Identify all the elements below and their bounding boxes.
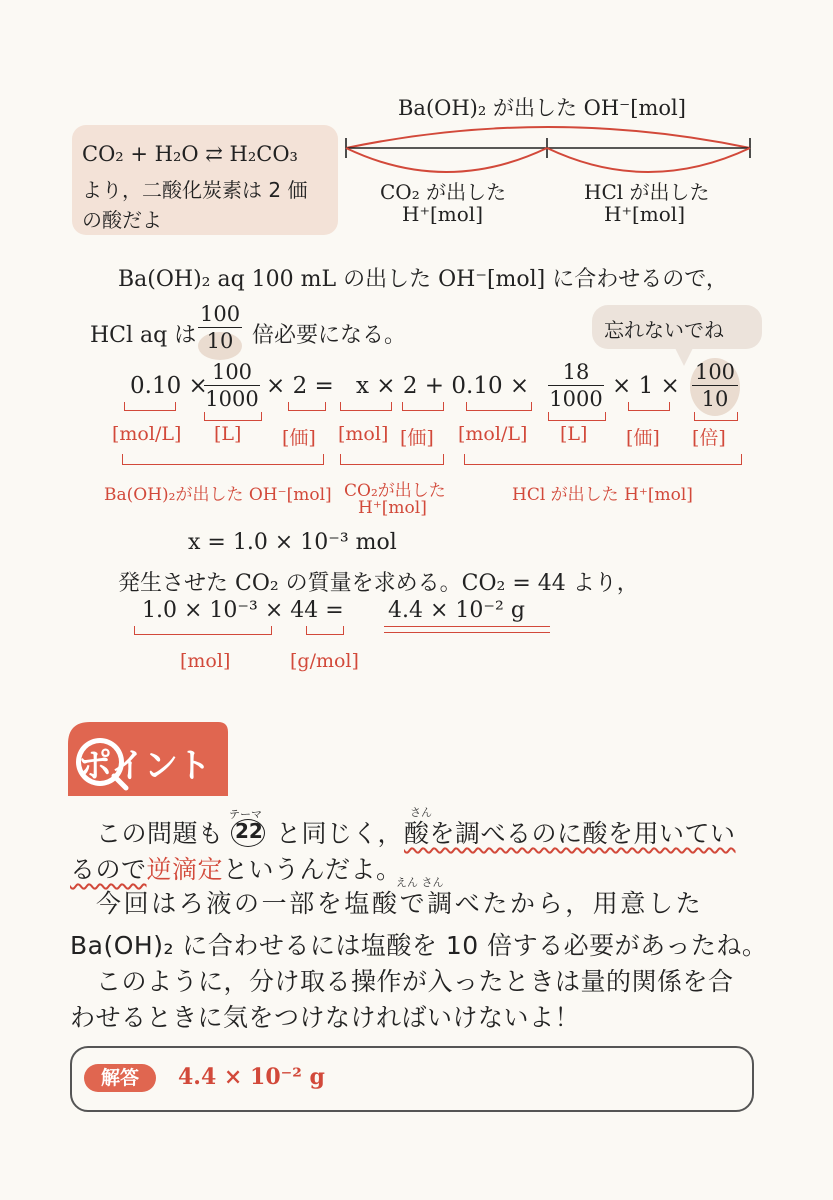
mass-calc-rhs: 4.4 × 10⁻² g — [388, 598, 525, 623]
unit-label: [価] — [282, 427, 316, 449]
bracket — [694, 412, 738, 421]
bracket — [306, 626, 344, 635]
arc-diagram — [340, 112, 760, 182]
bubble-text: 忘れないでね — [604, 318, 724, 342]
bracket — [124, 402, 176, 411]
bracket — [402, 402, 444, 411]
unit-label: [価] — [626, 427, 660, 449]
group-label-co2-unit: H⁺[mol] — [358, 498, 427, 518]
answer-tag: 解答 — [84, 1064, 156, 1092]
point-p2-line1: 今回はろ液の一部を塩酸で調べたから，用意した — [96, 889, 704, 918]
bracket — [288, 402, 326, 411]
note-line-3: の酸だよ — [82, 208, 162, 232]
paragraph-2-suffix: 倍必要になる。 — [252, 323, 407, 348]
answer-value: 4.4 × 10⁻² g — [178, 1064, 325, 1090]
group-bracket — [340, 454, 444, 465]
group-label-hcl: HCl が出した H⁺[mol] — [512, 485, 693, 505]
arc-label-co2: CO₂ が出した — [380, 180, 507, 204]
sentence-mass: 発生させた CO₂ の質量を求める。CO₂ = 44 より， — [118, 571, 639, 596]
bracket — [466, 402, 532, 411]
point-p1-f-text: というんだよ。 — [223, 855, 402, 884]
top-arc-label: Ba(OH)₂ が出した OH⁻[mol] — [398, 96, 686, 120]
eq-fraction-3: $\frac{100}{10}$ — [692, 360, 738, 412]
unit-label: [mol/L] — [112, 423, 182, 445]
bracket — [204, 412, 262, 421]
unit-label: [L] — [560, 423, 588, 445]
result-x: x = 1.0 × 10⁻³ mol — [188, 530, 397, 555]
group-bracket — [464, 454, 742, 465]
point-p3-line2: わせるときに気をつけなければいけないよ！ — [70, 1003, 581, 1032]
bracket — [134, 626, 272, 635]
point-p1-a: この問題も — [96, 819, 224, 848]
unit-label: [g/mol] — [290, 650, 359, 672]
group-bracket — [122, 454, 324, 465]
paragraph-2-prefix: HCl aq は — [90, 323, 197, 348]
ruby-ensan: えん さん — [396, 876, 444, 889]
unit-label: [倍] — [692, 427, 726, 449]
unit-label: [価] — [400, 427, 434, 449]
point-p1-d-text: るので — [70, 855, 147, 884]
paragraph-1: Ba(OH)₂ aq 100 mL の出した OH⁻[mol] に合わせるので， — [118, 267, 728, 292]
arc-label-co2-unit: H⁺[mol] — [402, 202, 484, 226]
eq-term-2: × 2 = — [266, 373, 334, 399]
point-p1-c: 酸を調べるのに酸を用いてい — [404, 819, 736, 848]
theme-label: テーマ — [229, 808, 262, 821]
answer-box — [70, 1046, 754, 1112]
bracket — [340, 402, 392, 411]
eq-term-4: × 1 × — [612, 373, 680, 399]
point-p3-line1: このように，分け取る操作が入ったときは量的関係を合 — [96, 967, 734, 996]
arc-label-hcl: HCl が出した — [584, 180, 710, 204]
answer-double-underline — [384, 626, 550, 633]
eq-term-1: 0.10 × — [130, 373, 208, 399]
group-label-baoh2: Ba(OH)₂が出した OH⁻[mol] — [104, 485, 332, 505]
bracket — [628, 402, 670, 411]
eq-fraction-2: $\frac{18}{1000}$ — [549, 360, 603, 411]
point-p2-line2: Ba(OH)₂ に合わせるには塩酸を 10 倍する必要があったね。 — [70, 931, 768, 960]
unit-label: [mol/L] — [458, 423, 528, 445]
point-title: ポイント — [78, 746, 210, 786]
theme-badge — [228, 806, 268, 846]
unit-label: [mol] — [180, 650, 231, 672]
mass-calc-lhs: 1.0 × 10⁻³ × 44 = — [142, 598, 344, 623]
eq-term-3: x × 2 + 0.10 × — [356, 373, 530, 399]
point-p1-d — [70, 850, 402, 886]
keyword-gyakuteki: 逆滴定 — [146, 855, 224, 884]
ruby-san: さん — [410, 806, 432, 819]
theme-number: 22 — [235, 819, 263, 843]
fraction-100-10: $\frac{100}{10}$ — [200, 302, 241, 353]
note-line-2: より，二酸化炭素は 2 価 — [82, 178, 308, 202]
eq-fraction-1: $\frac{100}{1000}$ — [205, 360, 259, 411]
unit-label: [mol] — [338, 423, 389, 445]
arc-label-hcl-unit: H⁺[mol] — [604, 202, 686, 226]
unit-label: [L] — [214, 423, 242, 445]
note-equation: CO₂ + H₂O ⇄ H₂CO₃ — [82, 142, 298, 166]
group-label-co2: CO₂が出した — [344, 481, 446, 501]
point-p1-b: と同じく， — [276, 819, 404, 848]
bracket — [548, 412, 606, 421]
